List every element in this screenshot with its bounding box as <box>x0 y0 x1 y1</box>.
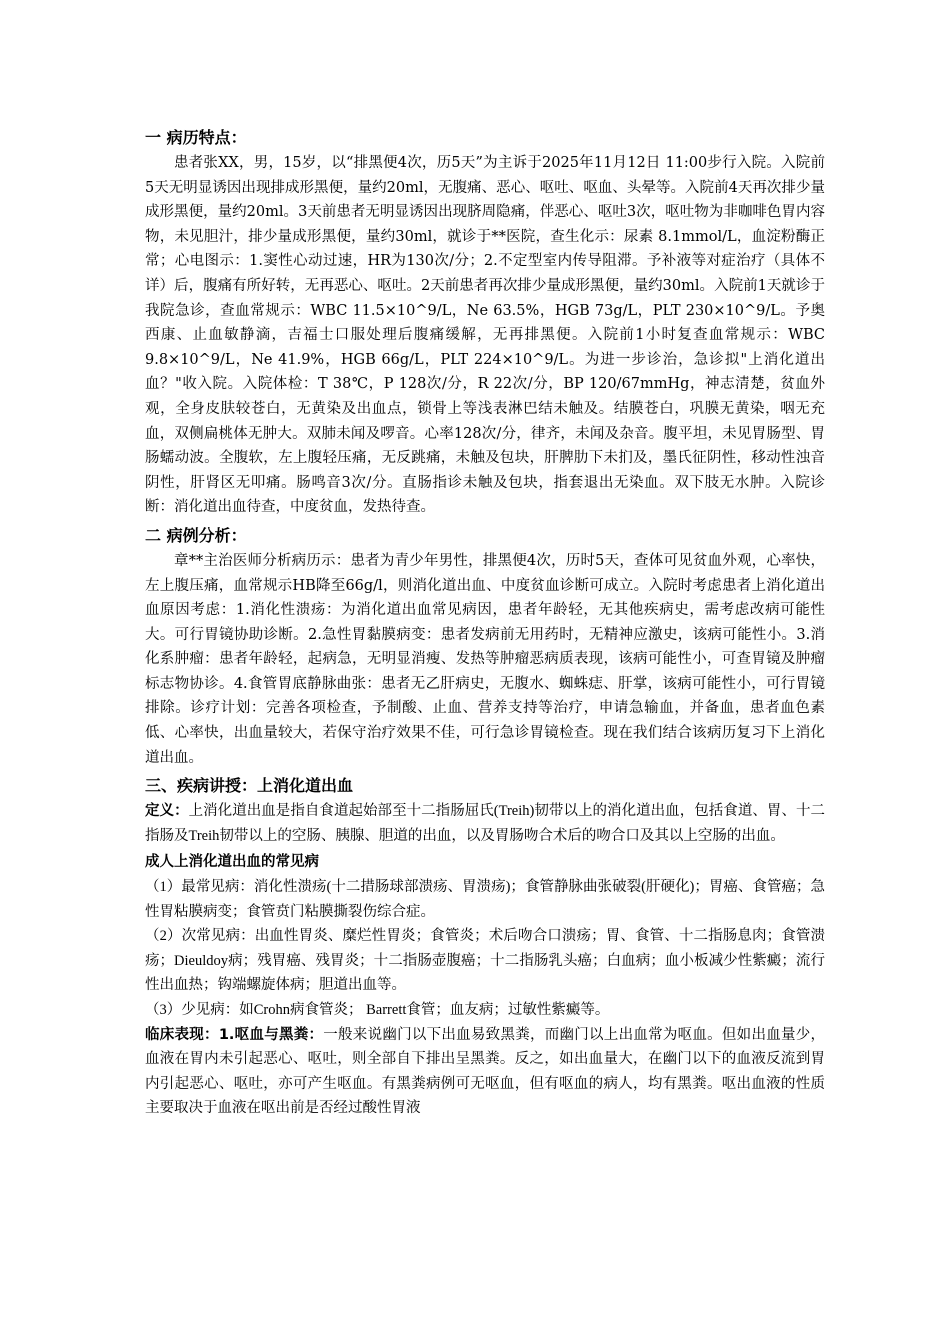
definition-paragraph <box>145 799 825 848</box>
clinical-text: 一般来说幽门以下出血易致黑粪，而幽门以上出血常为呕血。但如出血量少，血液在胃内未引起恶心、呕吐，则全部自下排出呈黑粪。反之，如出血量大，在幽门以下的血液反流到胃内引起恶心、呕吐，亦可产生呕血。有黑粪病例可无呕血，但有呕血的病人，均有黑粪。呕出血液的性质主要取决于血液在呕出前是否经过酸性胃液 <box>145 1026 825 1117</box>
common-disease-item-1: （1）最常见病：消化性溃疡(十二措肠球部溃疡、胃溃疡)；食管静脉曲张破裂(肝硬化)；胃癌、食管癌；急性胃粘膜病变；食管贲门粘膜撕裂伤综合症。 <box>145 879 825 920</box>
definition-label: 定义： <box>145 803 189 820</box>
common-disease-item-3: （3）少见病：如Crohn病食管炎； Barrett食管；血友病；过敏性紫癜等。 <box>145 1002 610 1018</box>
section-heading-case-analysis: 二 病例分析： <box>145 525 247 545</box>
definition-text: 上消化道出血是指自食道起始部至十二指肠屈氏(Treih)韧带以上的消化道出血，包括食道、胃、十二指肠及Treih韧带以上的空肠、胰腺、胆道的出血，以及胃肠吻合术后的吻合口及其以上空肠的出血。 <box>145 803 826 844</box>
section-heading-case-features: 一 病历特点： <box>145 128 247 147</box>
section-heading-disease-lecture: 三、疾病讲授：上消化道出血 <box>145 776 354 796</box>
case-analysis-paragraph: 章**主治医师分析病历示：患者为青少年男性，排黑便4次，历时5天，查体可见贫血外观，心率快，左上腹压痛，血常规示HB降至66g/l，则消化道出血、中度贫血诊断可成立。入院时考虑患者上消化道出血原因考虑：1.消化性溃疡：为消化道出血常见病因，患者年龄轻，无其他疾病史，需考虑改病可能性大。可行胃镜协助诊断。2.急性胃黏膜病变：患者发病前无用药时，无精神应激史，该病可能性小。3.消化系肿瘤：患者年龄轻，起病急，无明显消瘦、发热等肿瘤恶病质表现，该病可能性小，可查胃镜及肿瘤标志物协诊。4.食管胃底静脉曲张：患者无乙肝病史，无腹水、蜘蛛痣、肝掌，该病可能性小，可行胃镜排除。诊疗计划：完善各项检查，予制酸、止血、营养支持等治疗，申请急输血，并备血，患者血色素低、心率快，出血量较大，若保守治疗效果不佳，可行急诊胃镜检查。现在我们结合该病历复习下上消化道出血。 <box>145 552 825 766</box>
clinical-label: 临床表现：1.呕血与黑粪： <box>145 1026 324 1043</box>
clinical-manifestation-paragraph <box>145 1023 825 1121</box>
common-diseases-heading: 成人上消化道出血的常见病 <box>145 854 319 871</box>
document-page <box>145 122 825 1121</box>
common-disease-item-2: （2）次常见病：出血性胃炎、糜烂性胃炎；食管炎；术后吻合口溃疡；胃、食管、十二指肠息肉；食管溃疡；Dieuldoy病；残胃癌、残胃炎；十二指肠壶腹癌；十二指肠乳头癌；白血病；血小板减少性紫癜；流行性出血热；钩端螺旋体病；胆道出血等。 <box>145 928 825 994</box>
case-features-paragraph: 患者张XX，男，15岁，以“排黑便4次，历5天”为主诉于2025年11月12日 11:00步行入院。入院前5天无明显诱因出现排成形黑便，量约20ml，无腹痛、恶心、呕吐、呕血、头晕等。入院前4天再次排少量成形黑便，量约20ml。3天前患者无明显诱因出现脐周隐痛，伴恶心、呕吐3次，呕吐物为非咖啡色胃内容物，未见胆汁，排少量成形黑便，量约30ml，就诊于**医院，查生化示：尿素 8.1mmol/L，血淀粉酶正常；心电图示：1.窦性心动过速，HR为130次/分；2.不定型室内传导阻滞。予补液等对症治疗（具体不详）后，腹痛有所好转，无再恶心、呕吐。2天前患者再次排少量成形黑便，量约30ml。入院前1天就诊于我院急诊，查血常规示：WBC 11.5×10^9/L，Ne 63.5%，HGB 73g/L，PLT 230×10^9/L。予奥西康、止血敏静滴，吉福士口服处理后腹痛缓解，无再排黑便。入院前1小时复查血常规示：WBC 9.8×10^9/L，Ne 41.9%，HGB 66g/L，PLT 224×10^9/L。为进一步诊治，急诊拟"上消化道出血？"收入院。入院体检：T 38℃，P 128次/分，R 22次/分，BP 120/67mmHg，神志清楚，贫血外观，全身皮肤较苍白，无黄染及出血点，锁骨上等浅表淋巴结未触及。结膜苍白，巩膜无黄染，咽无充血，双侧扁桃体无肿大。双肺未闻及啰音。心率128次/分，律齐，未闻及杂音。腹平坦，未见胃肠型、胃肠蠕动波。全腹软，左上腹轻压痛，无反跳痛，未触及包块，肝脾肋下未扪及，墨氏征阴性，移动性浊音阴性，肝肾区无叩痛。肠鸣音3次/分。直肠指诊未触及包块，指套退出无染血。双下肢无水肿。入院诊断：消化道出血待查，中度贫血，发热待查。 <box>145 155 825 516</box>
